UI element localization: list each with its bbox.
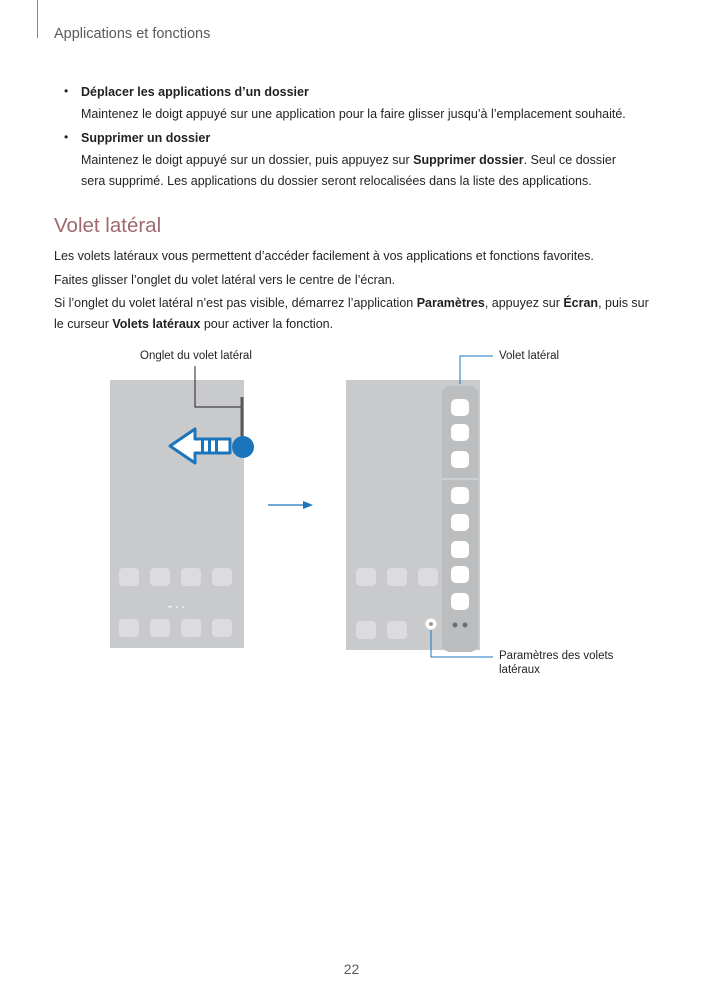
bullet-dot-icon: • [64,130,69,144]
bold-term: Écran [563,296,599,310]
touch-point-icon [232,436,254,458]
text-run: pour activer la fonction. [200,317,334,331]
text-run: , puis sur le curseur [54,296,649,331]
panel-callout-line [460,356,493,384]
page-indicator-icon [453,623,458,628]
bullet-title: Supprimer un dossier [81,131,211,145]
tab-callout-label: Onglet du volet latéral [140,350,252,362]
text-run: Faites glisser l’onglet du volet latéral vers le centre de l’écran. [54,273,396,287]
section-title: Volet latéral [54,214,162,237]
bold-term: Paramètres [416,296,485,310]
header-title: Applications et fonctions [54,26,211,42]
bold-term: Volets latéraux [112,317,201,331]
text-run: . Seul ce dossier sera supprimé. Les applications du dossier seront relocalisées dans la liste des applications. [81,153,617,188]
text-run: Si l’onglet du volet latéral n’est pas visible, démarrez l’application [54,296,417,310]
text-run: , appuyez sur [484,296,564,310]
bullet-title: Déplacer les applications d’un dossier [81,85,309,99]
side-panel-tab-handle[interactable] [241,397,244,437]
transition-arrow-icon [268,501,313,509]
text-run: Maintenez le doigt appuyé sur une application pour la faire glisser jusqu’à l’emplacement souhaité. [81,107,626,121]
text-run: Les volets latéraux vous permettent d’accéder facilement à vos applications et fonctions favorites. [54,249,594,263]
settings-callout-label: Paramètres des volets latéraux [499,650,614,676]
bullet-dot-icon: • [64,84,69,98]
page-number: 22 [343,961,360,977]
panel-callout-label: Volet latéral [499,350,560,362]
text-run: Maintenez le doigt appuyé sur un dossier, puis appuyez sur [81,153,414,167]
bold-term: Supprimer dossier [413,153,524,167]
